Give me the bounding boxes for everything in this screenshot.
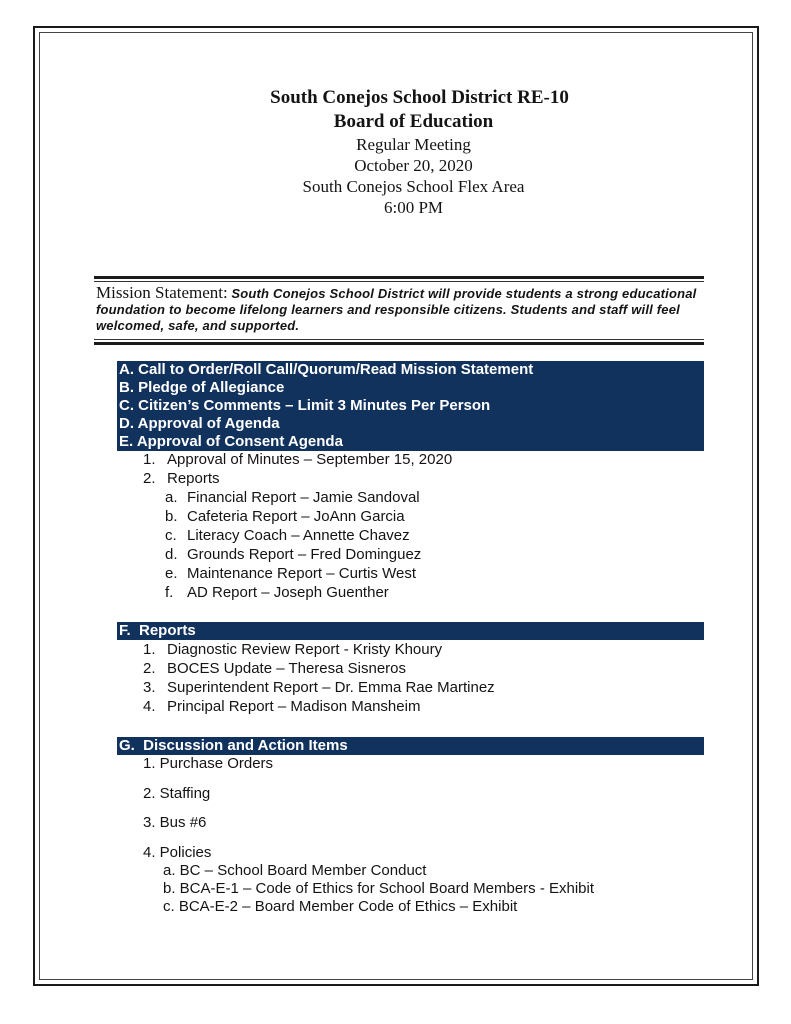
agenda-item-c: C. Citizen’s Comments – Limit 3 Minutes Per Person	[119, 397, 491, 414]
mission-text: South Conejos School District will provide students a strong educational foundation to become lifelong learners and responsible citizens. Students and staff will feel welcomed, safe, and supported.	[96, 286, 697, 333]
policy-item: c. BCA-E-2 – Board Member Code of Ethics – Exhibit	[163, 898, 518, 915]
district-title: South Conejos School District RE-10	[270, 87, 569, 108]
agenda-item-b: B. Pledge of Allegiance	[119, 379, 285, 396]
list-item: 1. Purchase Orders	[143, 755, 274, 772]
list-item: 3. Bus #6	[143, 814, 207, 831]
section-f-band	[117, 622, 704, 640]
list-item: 1. Diagnostic Review Report - Kristy Khoury	[143, 641, 443, 658]
report-item: a. Financial Report – Jamie Sandoval	[165, 489, 420, 506]
agenda-item-e: E. Approval of Consent Agenda	[119, 433, 343, 450]
meeting-type: Regular Meeting	[356, 135, 471, 154]
mission-rule-top-thin	[94, 281, 704, 282]
report-item: c. Literacy Coach – Annette Chavez	[165, 527, 410, 544]
meeting-time: 6:00 PM	[383, 198, 444, 217]
meeting-location: South Conejos School Flex Area	[302, 177, 525, 196]
list-item: 2. Staffing	[143, 785, 211, 802]
mission-statement	[96, 285, 706, 334]
list-item: 4. Policies	[143, 844, 212, 861]
mission-rule-bottom	[94, 342, 704, 345]
report-item: d. Grounds Report – Fred Dominguez	[165, 546, 422, 563]
policy-item: a. BC – School Board Member Conduct	[163, 862, 427, 879]
meeting-date: October 20, 2020	[354, 156, 473, 175]
mission-rule-top	[94, 276, 704, 279]
list-item: 2. BOCES Update – Theresa Sisneros	[143, 660, 407, 677]
report-item: b. Cafeteria Report – JoAnn Garcia	[165, 508, 405, 525]
list-item: 3. Superintendent Report – Dr. Emma Rae Martinez	[143, 679, 495, 696]
section-f-heading: F. Reports	[119, 622, 196, 639]
list-item: 1. Approval of Minutes – September 15, 2020	[143, 451, 453, 468]
meeting-header	[0, 86, 791, 218]
list-item: 4. Principal Report – Madison Mansheim	[143, 698, 421, 715]
board-title: Board of Education	[333, 111, 494, 132]
policy-item: b. BCA-E-1 – Code of Ethics for School Board Members - Exhibit	[163, 880, 595, 897]
report-item: f. AD Report – Joseph Guenther	[165, 584, 389, 601]
mission-label: Mission Statement:	[96, 283, 228, 302]
list-item: 2. Reports	[143, 470, 220, 487]
section-g-heading: G. Discussion and Action Items	[119, 737, 348, 754]
agenda-band-a-e	[117, 361, 704, 451]
mission-rule-bottom-thin	[94, 339, 704, 340]
section-g-band	[117, 737, 704, 755]
agenda-item-a: A. Call to Order/Roll Call/Quorum/Read Mission Statement	[119, 361, 534, 378]
report-item: e. Maintenance Report – Curtis West	[165, 565, 416, 582]
agenda-item-d: D. Approval of Agenda	[119, 415, 280, 432]
